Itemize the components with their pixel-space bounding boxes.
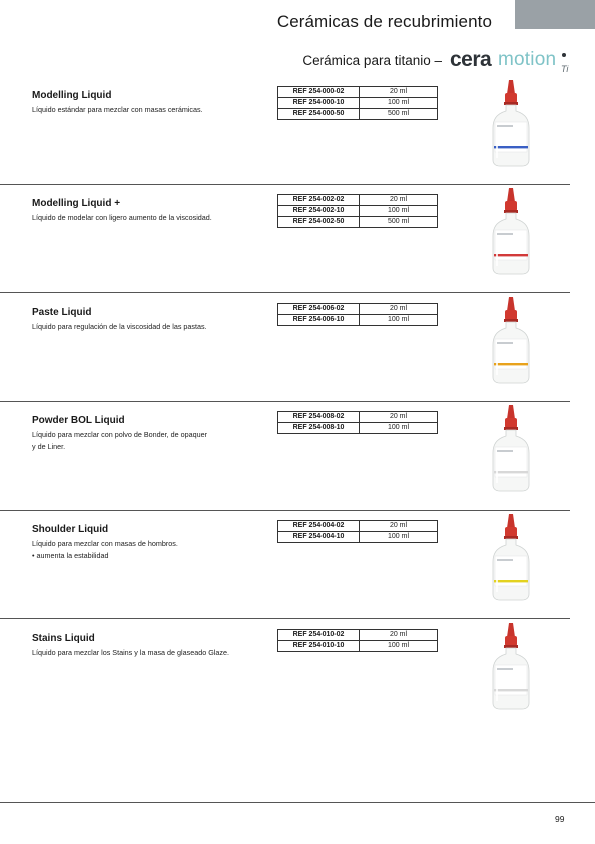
volume: 20 ml (360, 521, 438, 532)
table-row (278, 630, 438, 641)
chapter-tab (515, 0, 595, 29)
logo-cera-text: cera (450, 48, 492, 71)
reference-table (277, 303, 438, 326)
description-line: • aumenta la estabilidad (32, 550, 109, 560)
bottle-orange-band-icon (482, 295, 540, 385)
product-section (0, 307, 595, 415)
ref-number: REF 254-000-02 (278, 87, 360, 98)
table-row (278, 521, 438, 532)
table-row (278, 87, 438, 98)
table-row (278, 641, 438, 652)
table-row (278, 206, 438, 217)
ref-number: REF 254-004-02 (278, 521, 360, 532)
logo-ti-text: Ti (561, 64, 569, 74)
volume: 500 ml (360, 109, 438, 120)
ref-number: REF 254-002-02 (278, 195, 360, 206)
page-subtitle: Cerámica para titanio – (302, 53, 442, 68)
ref-number: REF 254-000-50 (278, 109, 360, 120)
reference-table (277, 629, 438, 652)
volume: 20 ml (360, 87, 438, 98)
product-name: Stains Liquid (32, 633, 95, 644)
ref-number: REF 254-008-02 (278, 412, 360, 423)
product-description (32, 104, 272, 116)
section-divider (0, 510, 570, 511)
volume: 100 ml (360, 423, 438, 434)
product-section (0, 90, 595, 198)
reference-table (277, 520, 438, 543)
volume: 20 ml (360, 412, 438, 423)
table-row (278, 423, 438, 434)
table-row (278, 412, 438, 423)
logo-dot (562, 53, 566, 57)
table-row (278, 532, 438, 543)
product-name: Modelling Liquid (32, 90, 112, 101)
volume: 100 ml (360, 206, 438, 217)
product-name: Paste Liquid (32, 307, 92, 318)
description-line: Líquido estándar para mezclar con masas cerámicas. (32, 105, 203, 114)
ref-number: REF 254-004-10 (278, 532, 360, 543)
bottle-blue-band-icon (482, 78, 540, 168)
bottle-yellow-band-icon (482, 512, 540, 602)
table-row (278, 315, 438, 326)
section-divider (0, 292, 570, 293)
section-divider (0, 184, 570, 185)
bottle-red-band-icon (482, 186, 540, 276)
product-section (0, 524, 595, 632)
product-description (32, 647, 272, 659)
product-name: Modelling Liquid + (32, 198, 121, 209)
volume: 100 ml (360, 98, 438, 109)
page-title: Cerámicas de recubrimiento (276, 12, 492, 31)
volume: 100 ml (360, 641, 438, 652)
description-line: Líquido para mezclar con polvo de Bonder, de opaquer (32, 430, 208, 439)
volume: 20 ml (360, 195, 438, 206)
ref-number: REF 254-002-10 (278, 206, 360, 217)
ceramotion-logo (450, 48, 580, 78)
description-line: Líquido para regulación de la viscosidad de las pastas. (32, 322, 207, 331)
table-row (278, 304, 438, 315)
product-section (0, 415, 595, 523)
description-line: y de Liner. (32, 441, 66, 451)
ref-number: REF 254-006-10 (278, 315, 360, 326)
logo-motion-text: motion (498, 49, 557, 70)
table-row (278, 217, 438, 228)
product-section (0, 633, 595, 741)
ref-number: REF 254-000-10 (278, 98, 360, 109)
volume: 20 ml (360, 304, 438, 315)
description-line: Líquido de modelar con ligero aumento de la viscosidad. (32, 213, 212, 222)
table-row (278, 109, 438, 120)
product-name: Powder BOL Liquid (32, 415, 125, 426)
section-divider (0, 401, 570, 402)
volume: 100 ml (360, 315, 438, 326)
ref-number: REF 254-010-10 (278, 641, 360, 652)
ref-number: REF 254-006-02 (278, 304, 360, 315)
description-line: Líquido para mezclar con masas de hombros. (32, 539, 178, 548)
bottle-plain-icon (482, 621, 540, 711)
section-divider (0, 618, 570, 619)
product-description (32, 321, 272, 333)
subtitle-row (250, 48, 580, 78)
ref-number: REF 254-008-10 (278, 423, 360, 434)
reference-table (277, 86, 438, 120)
volume: 500 ml (360, 217, 438, 228)
product-section (0, 198, 595, 306)
page-number: 99 (555, 814, 565, 824)
description-line: Líquido para mezclar los Stains y la masa de glaseado Glaze. (32, 648, 229, 657)
volume: 20 ml (360, 630, 438, 641)
product-name: Shoulder Liquid (32, 524, 109, 535)
product-description (32, 538, 272, 561)
reference-table (277, 411, 438, 434)
product-description (32, 212, 272, 224)
ref-number: REF 254-010-02 (278, 630, 360, 641)
table-row (278, 195, 438, 206)
volume: 100 ml (360, 532, 438, 543)
product-description (32, 429, 272, 452)
bottle-plain-icon (482, 403, 540, 493)
footer-divider (0, 802, 595, 803)
ref-number: REF 254-002-50 (278, 217, 360, 228)
reference-table (277, 194, 438, 228)
table-row (278, 98, 438, 109)
